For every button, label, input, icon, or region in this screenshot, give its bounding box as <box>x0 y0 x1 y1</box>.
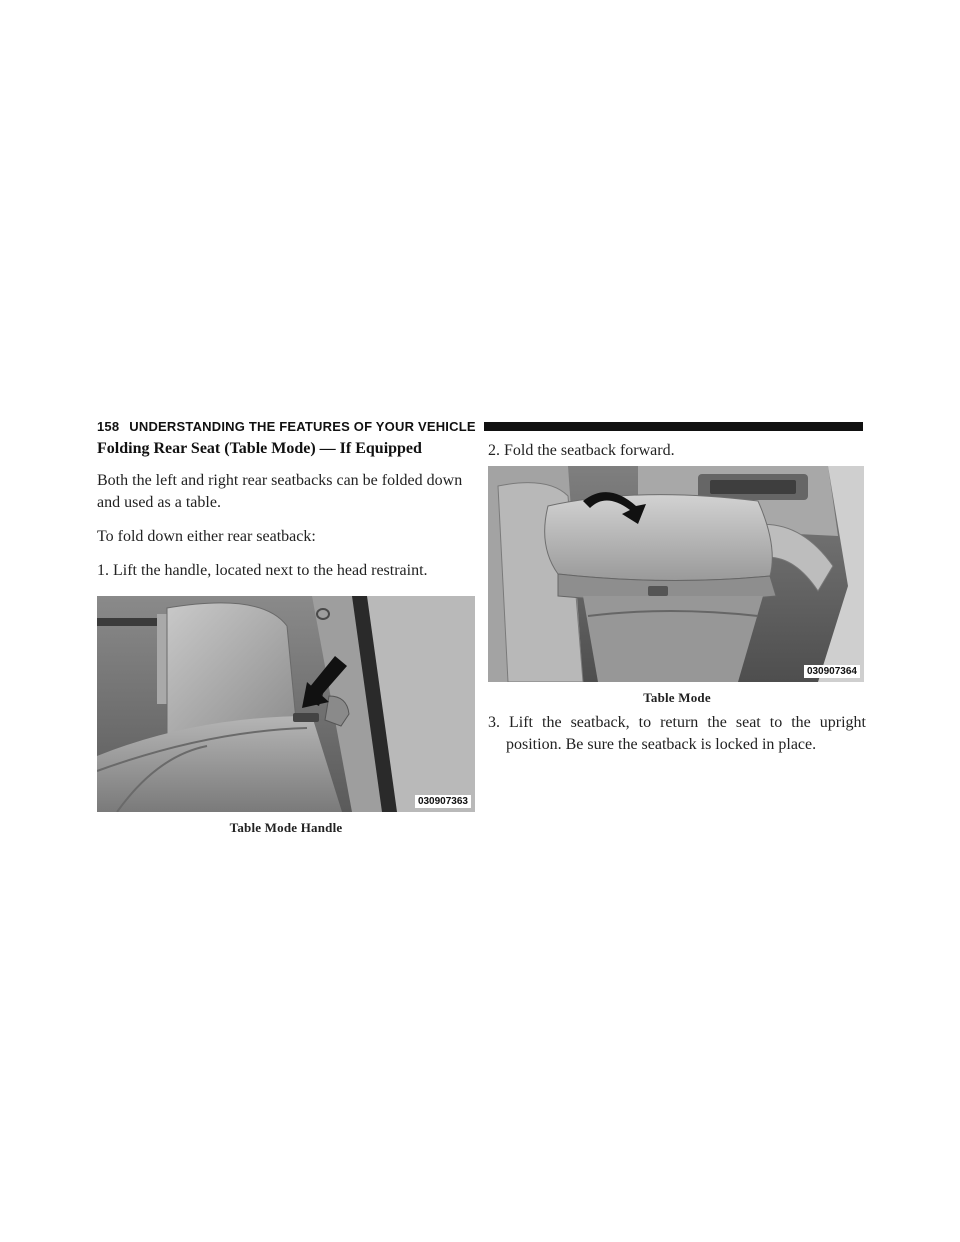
step-1: 1. Lift the handle, located next to the head restraint. <box>97 562 428 579</box>
step-3: 3. Lift the seatback, to return the seat to the upright position. Be sure the seatback is locked in place. <box>488 714 866 753</box>
table-mode-handle-figure <box>97 596 475 812</box>
table-mode-figure <box>488 466 864 682</box>
instruction-lead: To fold down either rear seatback: <box>97 528 316 545</box>
section-heading: Folding Rear Seat (Table Mode) — If Equipped <box>97 440 422 457</box>
page-header <box>97 418 863 434</box>
header-rule <box>484 422 863 431</box>
left-column <box>97 440 475 836</box>
step-2: 2. Fold the seatback forward. <box>488 442 675 459</box>
page-header-title: UNDERSTANDING THE FEATURES OF YOUR VEHICLE <box>129 418 476 434</box>
figure-caption: Table Mode Handle <box>229 820 343 835</box>
figure-code: 030907363 <box>415 795 471 808</box>
table-mode-handle-illustration <box>97 596 475 812</box>
figure-caption: Table Mode <box>643 690 711 705</box>
table-mode-illustration <box>488 466 864 682</box>
figure-code: 030907364 <box>804 665 860 678</box>
page-number: 158 <box>97 418 120 434</box>
intro-paragraph: Both the left and right rear seatbacks can be folded down and used as a table. <box>97 472 463 511</box>
right-column <box>488 440 866 768</box>
